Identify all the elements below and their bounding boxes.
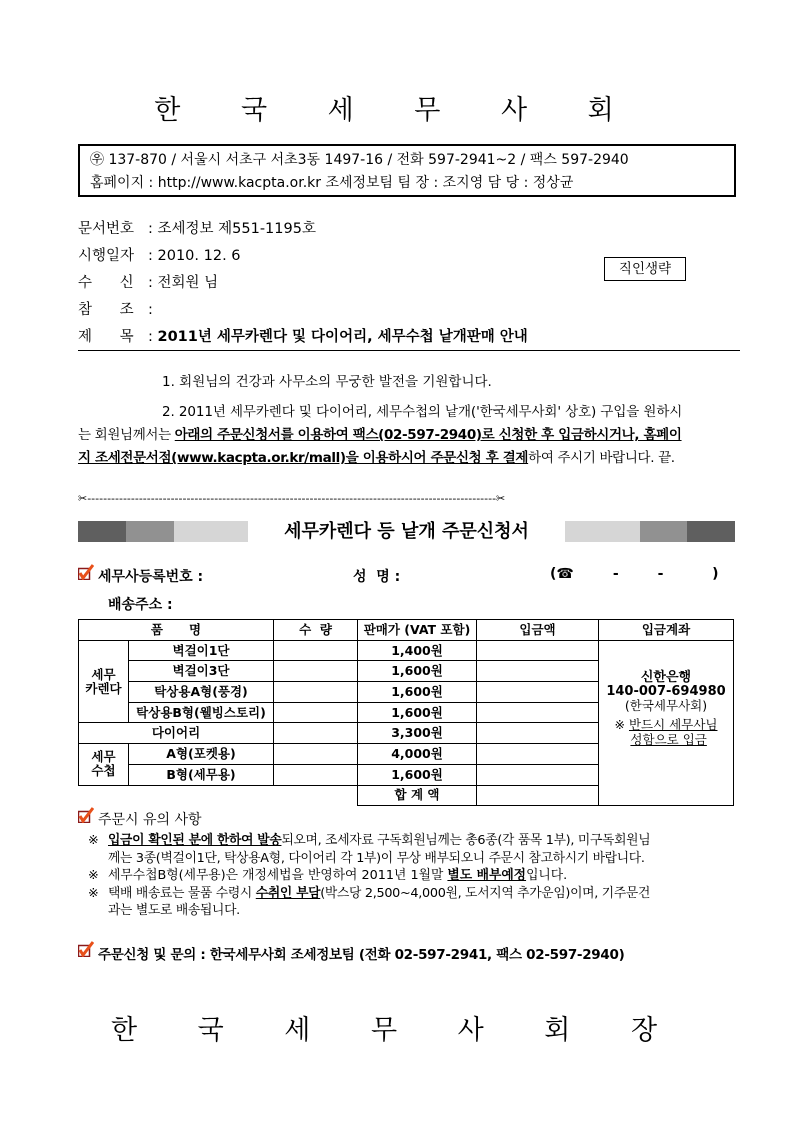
subject-row: 제 목 : 2011년 세무카렌다 및 다이어리, 세무수첩 낱개판매 안내: [78, 325, 528, 346]
notice-mark: ※: [88, 833, 99, 848]
cc-label: 참 조: [78, 302, 134, 318]
notice-emphasis: 별도 배부예정: [447, 868, 527, 883]
deposit-cell[interactable]: [477, 744, 599, 765]
cut-line: ✂-------------------------------------------------------------------------------------------------------✂: [78, 492, 506, 505]
reg-number-field[interactable]: [225, 562, 335, 584]
address-field[interactable]: [185, 590, 725, 612]
notice-text-cont: 께는 3종(벽걸이1단, 탁상용A형, 다이어리 각 1부)이 무상 배부되오니 주문시 참고하시기 바랍니다.: [108, 850, 645, 866]
table-row: [79, 640, 734, 661]
doc-number-row: 문서번호 : 조세정보 제551-1195호: [78, 217, 316, 238]
notice-mark: ※: [88, 868, 99, 883]
paragraph-2-emphasis: 아래의 주문신청서를 이용하여 팩스(02-597-2940)로 신청한 후 입금하시거나, 홈페이: [174, 427, 682, 443]
header-quantity: 수 량: [274, 620, 358, 641]
price-cell: 1,600원: [358, 661, 477, 682]
recipient-value: 전회원 님: [157, 275, 219, 291]
deposit-cell[interactable]: [477, 723, 599, 744]
item-name: B형(세무용): [129, 764, 274, 785]
org-title: 한 국 세 무 사 회: [154, 95, 640, 126]
phone-field[interactable]: (☎ - - ): [550, 566, 719, 582]
account-note: [615, 717, 718, 747]
date-label: 시행일자: [78, 248, 135, 264]
title-bar-mid-left: [126, 521, 174, 542]
subject-label: 제 목: [78, 329, 134, 345]
address-line: ㉾ 137-870 / 서울시 서초구 서초3동 1497-16 / 전화 597-2941~2 / 팩스 597-2940: [90, 152, 629, 168]
order-table: [78, 619, 734, 806]
divider: [78, 350, 740, 351]
group-calendar-line-1: 세무: [91, 666, 116, 682]
notice-text: 되오며, 조세자료 구독회원님께는 총6종(각 품목 1부), 미구독회원님: [281, 833, 651, 848]
price-cell: 4,000원: [358, 744, 477, 765]
price-cell: 1,600원: [358, 764, 477, 785]
title-bar-dark-left: [78, 521, 126, 542]
empty-cell: [79, 785, 358, 806]
item-name: A형(포켓용): [129, 744, 274, 765]
title-bar-mid-right: [640, 521, 687, 542]
contact-info: 주문신청 및 문의 : 한국세무사회 조세정보팀 (전화 02-597-2941, 팩스 02-597-2940): [98, 947, 625, 963]
address-label: 배송주소 :: [108, 597, 173, 613]
checkbox-checked-icon: [78, 941, 94, 957]
price-cell: 1,400원: [358, 640, 477, 661]
account-holder: (한국세무사회): [624, 698, 708, 714]
quantity-cell[interactable]: [274, 682, 358, 703]
notice-emphasis: 수취인 부담: [255, 885, 321, 901]
seal-omitted-stamp: 직인생략: [604, 257, 686, 281]
name-field[interactable]: [410, 562, 540, 584]
note-line-2: 성함으로 입금: [630, 732, 707, 748]
checkbox-checked-icon: [78, 564, 94, 580]
notice-emphasis: 입금이 확인된 분에 한하여 발송: [108, 833, 282, 848]
group-notebook-line-2: 수첩: [91, 763, 116, 779]
header-price: 판매가 (VAT 포함): [358, 620, 477, 641]
reg-number-label: 세무사등록번호 :: [98, 569, 204, 585]
note-line-1: 반드시 세무사님: [628, 717, 718, 733]
recipient-row: 수 신 : 전회원 님: [78, 271, 218, 292]
group-notebook: [79, 744, 129, 785]
deposit-cell[interactable]: [477, 702, 599, 723]
deposit-cell[interactable]: [477, 661, 599, 682]
notice-text: 택배 배송료는 물품 수령시: [108, 885, 256, 901]
doc-number-label: 문서번호: [78, 221, 135, 237]
table-header-row: [79, 620, 734, 641]
notice-item: [88, 867, 740, 885]
header-info-box: [78, 144, 736, 197]
notice-title: 주문시 유의 사항: [98, 812, 202, 828]
account-info: [599, 640, 734, 806]
header-account: 입금계좌: [599, 620, 734, 641]
account-number: 140-007-694980: [606, 684, 726, 700]
title-bar-light-right: [565, 521, 640, 542]
group-notebook-line-1: 세무: [91, 749, 116, 765]
price-cell: 3,300원: [358, 723, 477, 744]
notice-mark: ※: [88, 885, 99, 901]
notice-text: 세무수첩B형(세무용)은 개정세법을 반영하여 2011년 1월말: [108, 868, 448, 883]
quantity-cell[interactable]: [274, 661, 358, 682]
subject-value: 2011년 세무카렌다 및 다이어리, 세무수첩 낱개판매 안내: [157, 329, 528, 345]
item-name: 벽걸이1단: [129, 640, 274, 661]
item-name: 탁상용A형(풍경): [129, 682, 274, 703]
form-title: 세무카렌다 등 낱개 주문신청서: [284, 521, 529, 542]
deposit-cell[interactable]: [477, 764, 599, 785]
paragraph-2-text: 는 회원님께서는: [78, 427, 175, 443]
item-name: 벽걸이3단: [129, 661, 274, 682]
paragraph-2-ending: 하여 주시기 바랍니다. 끝.: [528, 450, 675, 466]
group-calendar: [79, 640, 129, 723]
notice-text-end: 입니다.: [526, 868, 568, 883]
header-item: 품 명: [79, 620, 274, 641]
recipient-label: 수 신: [78, 275, 134, 291]
notice-list: [88, 832, 740, 920]
quantity-cell[interactable]: [274, 702, 358, 723]
notice-text-cont: 과는 별도로 배송됩니다.: [108, 903, 240, 918]
notice-item: [88, 832, 740, 867]
title-bar-dark-right: [687, 521, 735, 542]
cc-row: 참 조 :: [78, 298, 153, 319]
group-calendar-line-2: 카렌다: [85, 680, 122, 696]
quantity-cell[interactable]: [274, 764, 358, 785]
name-label: 성 명 :: [353, 569, 401, 585]
deposit-cell[interactable]: [477, 640, 599, 661]
homepage-line: 홈페이지 : http://www.kacpta.or.kr 조세정보팀 팀 장 : 조지영 담 당 : 정상균: [90, 175, 574, 191]
bank-name: 신한은행: [640, 670, 692, 686]
item-name: 다이어리: [79, 723, 274, 744]
price-cell: 1,600원: [358, 702, 477, 723]
notice-text-end: (박스당 2,500~4,000원, 도서지역 추가운임)이며, 기주문건: [320, 885, 651, 901]
item-name: 탁상용B형(웰빙스토리): [129, 702, 274, 723]
total-deposit-cell[interactable]: [477, 785, 599, 806]
quantity-cell[interactable]: [274, 723, 358, 744]
quantity-cell[interactable]: [274, 744, 358, 765]
note-mark: ※: [614, 717, 625, 733]
title-bar-light-left: [174, 521, 248, 542]
date-row: 시행일자 : 2010. 12. 6: [78, 244, 241, 265]
notice-item: [88, 885, 740, 920]
paragraph-2-line-3: [78, 446, 675, 466]
checkbox-checked-icon: [78, 807, 94, 823]
paragraph-2-line-2: [78, 423, 682, 443]
paragraph-2-emphasis-2: 지 조세전문서점(www.kacpta.or.kr/mall)을 이용하시어 주문신청 후 결제: [78, 450, 529, 466]
deposit-cell[interactable]: [477, 682, 599, 703]
footer-title: 한 국 세 무 사 회 장: [110, 1015, 684, 1046]
price-cell: 1,600원: [358, 682, 477, 703]
doc-number: 조세정보 제551-1195호: [157, 221, 316, 237]
date-value: 2010. 12. 6: [157, 248, 241, 264]
total-label: 합 계 액: [358, 785, 477, 806]
header-deposit: 입금액: [477, 620, 599, 641]
paragraph-1: 1. 회원님의 건강과 사무소의 무궁한 발전을 기원합니다.: [162, 374, 492, 390]
quantity-cell[interactable]: [274, 640, 358, 661]
paragraph-2-line-1: 2. 2011년 세무카렌다 및 다이어리, 세무수첩의 낱개('한국세무사회' 상호) 구입을 원하시: [162, 404, 683, 420]
